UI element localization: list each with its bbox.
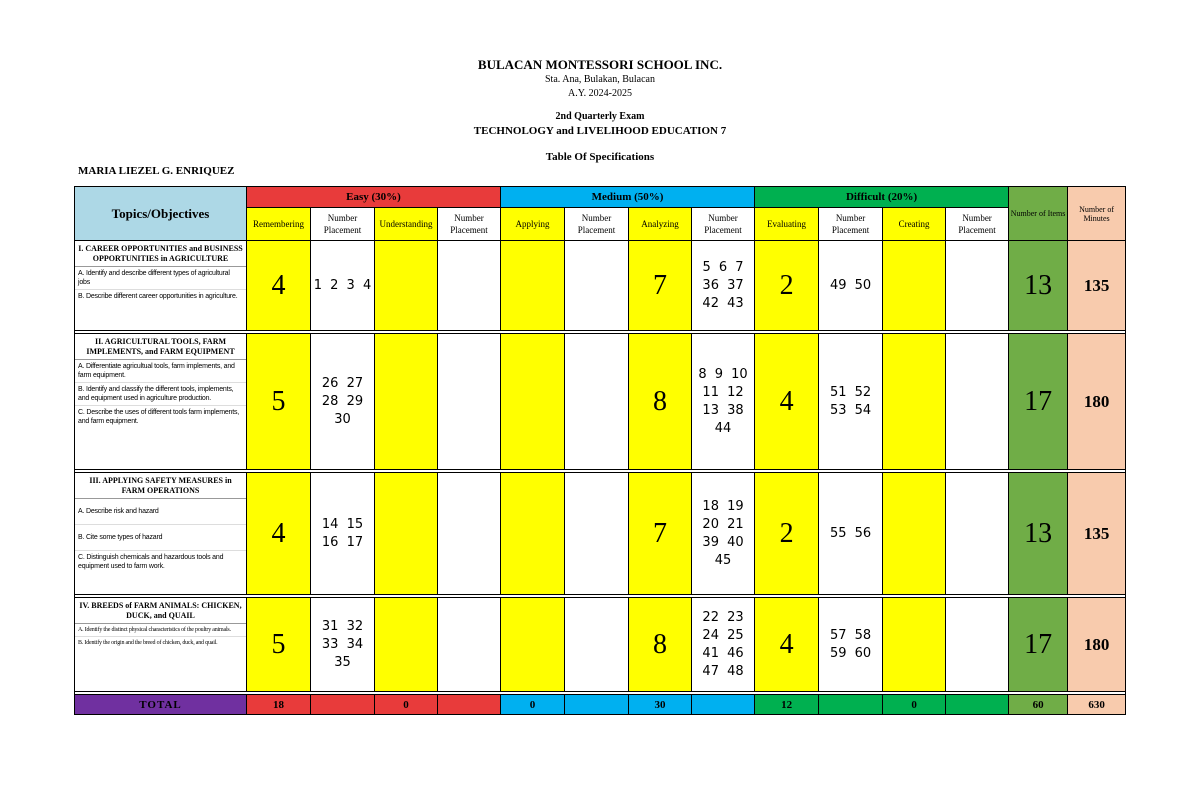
evaluating-placement: 55 56: [819, 473, 883, 595]
understanding-cell: [375, 473, 438, 595]
analyzing-count: 8: [629, 334, 692, 470]
remembering-count: 4: [247, 473, 311, 595]
total-items: 60: [1009, 695, 1068, 715]
total-remembering: 18: [247, 695, 311, 715]
section-topic: [75, 334, 247, 470]
remembering-placement: 31 32 33 34 35: [311, 598, 375, 692]
section-row: [75, 598, 1126, 692]
placement-header: Number Placement: [692, 208, 755, 241]
evaluating-placement: 49 50: [819, 241, 883, 331]
objective: A. Differentiate agricultual tools, farm implements, and farm equipment.: [75, 360, 246, 383]
analyzing-count: 7: [629, 473, 692, 595]
section-title: I. CAREER OPPORTUNITIES and BUSINESS OPPORTUNITIES in AGRICULTURE: [75, 241, 246, 267]
section-row: [75, 334, 1126, 470]
minutes-count: 180: [1068, 334, 1126, 470]
placement-header: Number Placement: [819, 208, 883, 241]
total-applying: 0: [501, 695, 565, 715]
placement-header: Number Placement: [438, 208, 501, 241]
applying-cell: [501, 241, 565, 331]
items-count: 13: [1009, 241, 1068, 331]
total-placement: [565, 695, 629, 715]
minutes-count: 135: [1068, 473, 1126, 595]
remembering-count: 5: [247, 598, 311, 692]
placement-header: Number Placement: [946, 208, 1009, 241]
topics-header: Topics/Objectives: [75, 187, 247, 241]
total-evaluating: 12: [755, 695, 819, 715]
placement-header: Number Placement: [311, 208, 375, 241]
objective: C. Describe the uses of different tools farm implements, and farm equipment.: [78, 409, 240, 425]
creating-cell: [883, 473, 946, 595]
document-title: Table Of Specifications: [545, 151, 655, 163]
placement-cell: [946, 473, 1009, 595]
section-row: [75, 473, 1126, 595]
remembering-placement: 1 2 3 4: [311, 241, 375, 331]
items-count: 13: [1009, 473, 1068, 595]
difficult-header: Difficult (20%): [755, 187, 1009, 208]
applying-header: Applying: [501, 208, 565, 241]
applying-cell: [501, 598, 565, 692]
evaluating-header: Evaluating: [755, 208, 819, 241]
understanding-cell: [375, 241, 438, 331]
items-count: 17: [1009, 334, 1068, 470]
placement-header: Number Placement: [565, 208, 629, 241]
analyzing-count: 8: [629, 598, 692, 692]
medium-header: Medium (50%): [501, 187, 755, 208]
objective: A. Identify and describe different types of agricultural jobs: [75, 267, 246, 290]
total-placement: [438, 695, 501, 715]
placement-cell: [438, 241, 501, 331]
remembering-header: Remembering: [247, 208, 311, 241]
section-row: [75, 241, 1126, 331]
remembering-count: 4: [247, 241, 311, 331]
objective: C. Distinguish chemicals and hazardous tools and equipment used to farm work.: [78, 554, 224, 570]
easy-header: Easy (30%): [247, 187, 501, 208]
analyzing-header: Analyzing: [629, 208, 692, 241]
remembering-placement: 14 15 16 17: [311, 473, 375, 595]
analyzing-placement: 18 19 20 21 39 40 45: [692, 473, 755, 595]
section-topic: [75, 241, 247, 331]
evaluating-count: 2: [755, 473, 819, 595]
objective: B. Identify the origin and the breed of chicken, duck, and quail.: [78, 640, 218, 646]
remembering-placement: 26 27 28 29 30: [311, 334, 375, 470]
creating-cell: [883, 598, 946, 692]
remembering-count: 5: [247, 334, 311, 470]
creating-cell: [883, 241, 946, 331]
evaluating-count: 4: [755, 334, 819, 470]
placement-cell: [438, 334, 501, 470]
items-header: Number of Items: [1009, 187, 1068, 241]
understanding-cell: [375, 334, 438, 470]
creating-cell: [883, 334, 946, 470]
objective: B. Describe different career opportunities in agriculture.: [78, 293, 238, 300]
section-topic: [75, 598, 247, 692]
evaluating-count: 4: [755, 598, 819, 692]
total-placement: [819, 695, 883, 715]
objective: B. Identify and classify the different tools, implements, and equipment used in agriculture production.: [75, 383, 246, 406]
total-placement: [311, 695, 375, 715]
analyzing-placement: 5 6 7 36 37 42 43: [692, 241, 755, 331]
applying-cell: [501, 334, 565, 470]
placement-cell: [946, 598, 1009, 692]
subject-name: TECHNOLOGY and LIVELIHOOD EDUCATION 7: [473, 125, 727, 137]
placement-cell: [946, 241, 1009, 331]
understanding-header: Understanding: [375, 208, 438, 241]
placement-cell: [565, 598, 629, 692]
placement-cell: [565, 241, 629, 331]
total-placement: [692, 695, 755, 715]
academic-year: A.Y. 2024-2025: [568, 88, 632, 99]
creating-header: Creating: [883, 208, 946, 241]
placement-cell: [565, 473, 629, 595]
exam-name: 2nd Quarterly Exam: [555, 111, 645, 122]
analyzing-count: 7: [629, 241, 692, 331]
minutes-count: 135: [1068, 241, 1126, 331]
total-creating: 0: [883, 695, 946, 715]
items-count: 17: [1009, 598, 1068, 692]
understanding-cell: [375, 598, 438, 692]
evaluating-placement: 57 58 59 60: [819, 598, 883, 692]
total-minutes: 630: [1068, 695, 1126, 715]
total-row: [75, 695, 1126, 715]
section-title: IV. BREEDS of FARM ANIMALS: CHICKEN, DUCK, and QUAIL: [75, 598, 246, 624]
objective: A. Describe risk and hazard: [75, 499, 246, 525]
total-placement: [946, 695, 1009, 715]
objective: B. Cite some types of hazard: [75, 525, 246, 551]
evaluating-placement: 51 52 53 54: [819, 334, 883, 470]
specification-table: [74, 186, 1126, 715]
placement-cell: [946, 334, 1009, 470]
minutes-count: 180: [1068, 598, 1126, 692]
section-title: III. APPLYING SAFETY MEASURES in FARM OPERATIONS: [75, 473, 246, 499]
total-understanding: 0: [375, 695, 438, 715]
school-address: Sta. Ana, Bulakan, Bulacan: [545, 74, 655, 85]
evaluating-count: 2: [755, 241, 819, 331]
section-topic: [75, 473, 247, 595]
school-name: BULACAN MONTESSORI SCHOOL INC.: [477, 57, 723, 72]
analyzing-placement: 8 9 10 11 12 13 38 44: [692, 334, 755, 470]
minutes-header: Number of Minutes: [1068, 187, 1126, 241]
placement-cell: [565, 334, 629, 470]
teacher-name: MARIA LIEZEL G. ENRIQUEZ: [78, 165, 235, 177]
analyzing-placement: 22 23 24 25 41 46 47 48: [692, 598, 755, 692]
section-title: II. AGRICULTURAL TOOLS, FARM IMPLEMENTS, and FARM EQUIPMENT: [75, 334, 246, 360]
total-label: TOTAL: [75, 695, 247, 715]
placement-cell: [438, 473, 501, 595]
total-analyzing: 30: [629, 695, 692, 715]
applying-cell: [501, 473, 565, 595]
placement-cell: [438, 598, 501, 692]
objective: A. Identify the distinct physical characteristics of the poultry animals.: [75, 624, 246, 637]
